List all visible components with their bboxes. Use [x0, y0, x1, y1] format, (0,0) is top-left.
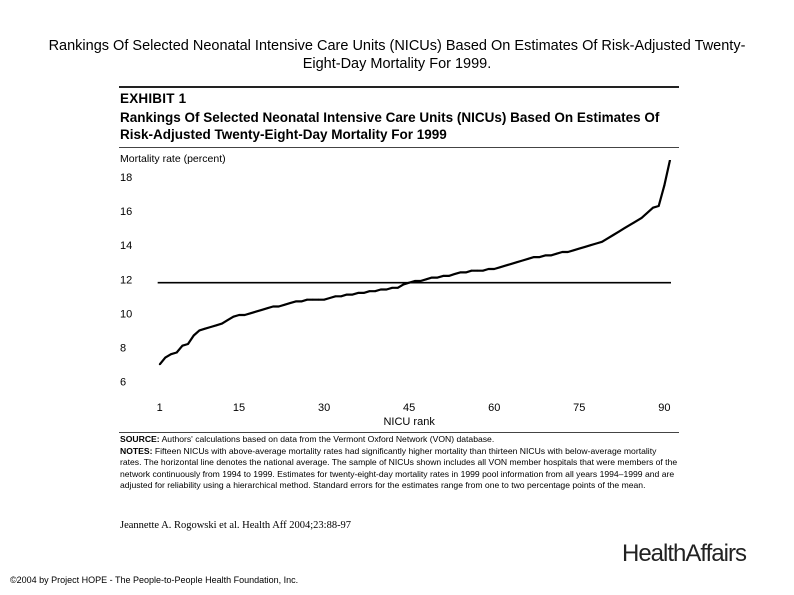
- data-point: [465, 272, 467, 274]
- data-point: [516, 261, 518, 263]
- data-point: [250, 312, 252, 314]
- data-point: [289, 302, 291, 304]
- data-point: [369, 290, 371, 292]
- data-point: [641, 217, 643, 219]
- data-point: [414, 280, 416, 282]
- data-point: [595, 243, 597, 245]
- data-point: [652, 207, 654, 209]
- data-point: [176, 352, 178, 354]
- exhibit-top-rule: [119, 86, 679, 88]
- data-point: [284, 304, 286, 306]
- data-point: [204, 328, 206, 330]
- data-point: [658, 205, 660, 207]
- x-tick-label: 15: [232, 402, 246, 414]
- data-point: [624, 227, 626, 229]
- data-point: [635, 220, 637, 222]
- data-point: [278, 306, 280, 308]
- slide-title: Rankings Of Selected Neonatal Intensive Care Units (NICUs) Based On Estimates Of Risk-Adjusted Twenty-Eight-Day Mortality For 1999.: [48, 38, 746, 72]
- data-point: [312, 299, 314, 301]
- data-point: [550, 255, 552, 257]
- x-tick-label: 45: [403, 402, 416, 414]
- data-point: [267, 307, 269, 309]
- source-label: SOURCE:: [120, 434, 160, 444]
- x-axis-label: NICU rank: [383, 416, 435, 428]
- data-point: [454, 273, 456, 275]
- health-affairs-logo: HealthAffairs: [622, 540, 746, 567]
- data-point: [408, 282, 410, 284]
- data-point: [170, 353, 172, 355]
- data-point: [488, 268, 490, 270]
- data-point: [272, 306, 274, 308]
- data-point: [663, 185, 665, 187]
- data-point: [556, 253, 558, 255]
- data-point: [499, 266, 501, 268]
- data-point: [578, 248, 580, 250]
- data-point: [584, 246, 586, 248]
- data-point: [159, 364, 161, 366]
- x-tick-labels: [157, 402, 671, 414]
- data-point: [306, 299, 308, 301]
- notes-text: Fifteen NICUs with above-average mortality rates had significantly higher mortality than thirteen NICUs with below-average mortality rates. The horizontal line denotes the national average. The sample of NICUs shown includes all VON member hospitals that were members of the network continuously from 1994 to 1999. Estimates for twenty-eight-day mortality rates in 1999 pool information from all years 1994–1999 and are adjusted for reliability using a hierarchical method. Standard errors for the estimates range from one to two percentage points of the mean.: [120, 445, 678, 490]
- data-point: [527, 258, 529, 260]
- data-point: [380, 289, 382, 291]
- data-point: [539, 256, 541, 258]
- exhibit-notes: [120, 434, 680, 492]
- notes-label: NOTES:: [120, 445, 153, 456]
- data-point: [216, 324, 218, 326]
- x-tick-label: 75: [573, 402, 586, 414]
- x-tick-label: 1: [156, 402, 163, 414]
- data-point: [573, 249, 575, 251]
- data-point: [397, 287, 399, 289]
- data-point: [352, 294, 354, 296]
- data-point: [533, 256, 535, 258]
- data-point: [244, 314, 246, 316]
- y-tick-label: 8: [120, 342, 127, 355]
- data-point: [476, 270, 478, 272]
- x-tick-label: 30: [317, 402, 331, 414]
- data-point: [607, 238, 609, 240]
- data-point: [346, 294, 348, 296]
- data-point: [255, 311, 257, 313]
- data-point: [329, 297, 331, 299]
- data-point: [323, 299, 325, 301]
- mortality-chart: [110, 160, 680, 430]
- data-point: [238, 314, 240, 316]
- data-point: [227, 319, 229, 321]
- data-point: [431, 277, 433, 279]
- data-point: [629, 224, 631, 226]
- y-tick-label: 6: [120, 376, 127, 389]
- data-point: [437, 277, 439, 279]
- data-point: [590, 244, 592, 246]
- data-point: [340, 295, 342, 297]
- data-point: [391, 287, 393, 289]
- data-point: [261, 309, 263, 311]
- data-point: [301, 301, 303, 303]
- data-point: [357, 292, 359, 294]
- exhibit-title: Rankings Of Selected Neonatal Intensive Care Units (NICUs) Based On Estimates Of Risk-Adjusted Twenty-Eight-Day Mortality For 1999: [120, 110, 660, 142]
- data-point: [618, 231, 620, 233]
- data-point: [199, 330, 201, 332]
- y-tick-label: 12: [120, 274, 133, 287]
- exhibit-title-rule: [119, 147, 679, 148]
- x-tick-label: 90: [658, 402, 671, 414]
- data-point: [164, 357, 166, 359]
- series-line: [160, 160, 670, 364]
- data-point: [420, 280, 422, 282]
- data-point: [318, 299, 320, 301]
- data-point: [335, 295, 337, 297]
- y-tick-label: 16: [120, 206, 133, 219]
- data-point: [193, 335, 195, 337]
- x-tick-label: 60: [488, 402, 501, 414]
- data-point: [295, 301, 297, 303]
- data-point: [386, 289, 388, 291]
- exhibit-label: EXHIBIT 1: [120, 91, 187, 106]
- data-point: [544, 255, 546, 257]
- data-point: [612, 234, 614, 236]
- data-point: [510, 263, 512, 265]
- data-point: [442, 275, 444, 277]
- data-point: [187, 343, 189, 345]
- data-point: [363, 292, 365, 294]
- citation: Jeannette A. Rogowski et al. Health Aff 2004;23:88-97: [120, 520, 352, 531]
- data-point: [221, 323, 223, 325]
- data-point: [471, 270, 473, 272]
- data-point: [403, 284, 405, 286]
- y-tick-label: 10: [120, 308, 133, 321]
- y-tick-label: 14: [120, 240, 133, 253]
- data-point: [374, 290, 376, 292]
- y-tick-label: 18: [120, 172, 133, 185]
- data-point: [425, 278, 427, 280]
- y-axis-label: Mortality rate (percent): [120, 153, 226, 165]
- data-point: [646, 212, 648, 214]
- data-point: [459, 272, 461, 274]
- data-point: [448, 275, 450, 277]
- data-point: [601, 241, 603, 243]
- series-points: [159, 160, 671, 365]
- data-point: [522, 260, 524, 262]
- source-text: Authors' calculations based on data from the Vermont Oxford Network (VON) database.: [161, 434, 495, 444]
- data-point: [505, 265, 507, 267]
- data-point: [493, 268, 495, 270]
- exhibit-bottom-rule: [119, 432, 679, 433]
- data-point: [482, 270, 484, 272]
- data-point: [233, 316, 235, 318]
- data-point: [210, 326, 212, 328]
- data-point: [567, 251, 569, 253]
- data-point: [182, 345, 184, 347]
- data-point: [561, 251, 563, 253]
- y-tick-labels: [120, 172, 132, 388]
- copyright-footer: ©2004 by Project HOPE - The People-to-People Health Foundation, Inc.: [10, 575, 299, 585]
